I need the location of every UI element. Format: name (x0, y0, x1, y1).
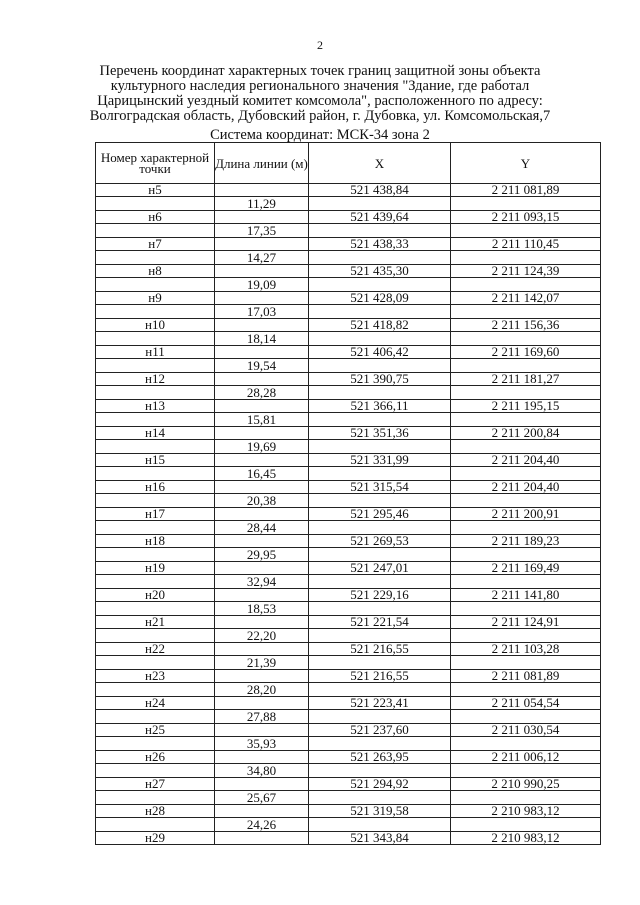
point-y: 2 211 156,36 (451, 319, 601, 332)
point-length-empty (215, 805, 309, 818)
table-row (96, 211, 601, 224)
segment-length: 22,20 (215, 629, 309, 643)
table-row (96, 508, 601, 521)
point-x: 521 439,64 (309, 211, 451, 224)
point-x: 521 295,46 (309, 508, 451, 521)
point-y: 2 211 181,27 (451, 373, 601, 386)
point-x: 521 418,82 (309, 319, 451, 332)
point-y: 2 211 204,40 (451, 454, 601, 467)
point-x: 521 216,55 (309, 670, 451, 683)
segment-length: 32,94 (215, 575, 309, 589)
segment-length: 11,29 (215, 197, 309, 211)
point-x: 521 343,84 (309, 832, 451, 845)
point-id: н28 (96, 805, 215, 818)
point-id: н10 (96, 319, 215, 332)
point-x: 521 435,30 (309, 265, 451, 278)
table-row (96, 670, 601, 683)
segment-length: 19,09 (215, 278, 309, 292)
segment-length: 19,54 (215, 359, 309, 373)
point-y: 2 211 189,23 (451, 535, 601, 548)
table-header-row (96, 143, 601, 184)
point-length-empty (215, 400, 309, 413)
point-length-empty (215, 643, 309, 656)
header-point-number: Номер характерной точки (96, 143, 215, 184)
point-length-empty (215, 319, 309, 332)
title-line-2: культурного наследия регионального значения "Здание, где работал (110, 78, 530, 94)
title-line-1: Перечень координат характерных точек границ защитной зоны объекта (99, 63, 541, 79)
point-y: 2 211 081,89 (451, 184, 601, 197)
point-y: 2 211 110,45 (451, 238, 601, 251)
point-length-empty (215, 778, 309, 791)
segment-length: 17,03 (215, 305, 309, 319)
point-x: 521 319,58 (309, 805, 451, 818)
segment-length: 16,45 (215, 467, 309, 481)
segment-length: 28,44 (215, 521, 309, 535)
point-id: н9 (96, 292, 215, 305)
title-line-4: Волгоградская область, Дубовский район, г. Дубовка, ул. Комсомольская,7 (89, 108, 551, 124)
point-length-empty (215, 697, 309, 710)
segment-length: 17,35 (215, 224, 309, 238)
table-row (96, 751, 601, 764)
document-title (40, 64, 600, 124)
point-length-empty (215, 670, 309, 683)
point-id: н24 (96, 697, 215, 710)
table-row (96, 805, 601, 818)
point-id: н21 (96, 616, 215, 629)
table-row (96, 319, 601, 332)
segment-length: 19,69 (215, 440, 309, 454)
point-x: 521 366,11 (309, 400, 451, 413)
point-id: н13 (96, 400, 215, 413)
point-id: н29 (96, 832, 215, 845)
point-y: 2 210 983,12 (451, 832, 601, 845)
header-y: Y (451, 143, 601, 184)
point-length-empty (215, 724, 309, 737)
point-length-empty (215, 184, 309, 197)
point-id: н6 (96, 211, 215, 224)
table-row (96, 454, 601, 467)
point-length-empty (215, 751, 309, 764)
point-y: 2 211 103,28 (451, 643, 601, 656)
table-row (96, 589, 601, 602)
point-y: 2 211 200,84 (451, 427, 601, 440)
point-y: 2 211 054,54 (451, 697, 601, 710)
point-id: н15 (96, 454, 215, 467)
segment-length: 21,39 (215, 656, 309, 670)
point-length-empty (215, 238, 309, 251)
point-id: н23 (96, 670, 215, 683)
point-x: 521 223,41 (309, 697, 451, 710)
point-x: 521 294,92 (309, 778, 451, 791)
point-x: 521 351,36 (309, 427, 451, 440)
point-length-empty (215, 454, 309, 467)
point-y: 2 211 169,49 (451, 562, 601, 575)
title-line-3: Царицынский уездный комитет комсомола", расположенного по адресу: (97, 93, 543, 109)
table-row (96, 427, 601, 440)
point-id: н27 (96, 778, 215, 791)
point-y: 2 211 124,91 (451, 616, 601, 629)
table-row (96, 373, 601, 386)
point-id: н19 (96, 562, 215, 575)
point-x: 521 269,53 (309, 535, 451, 548)
point-y: 2 211 006,12 (451, 751, 601, 764)
table-row (96, 292, 601, 305)
point-y: 2 211 030,54 (451, 724, 601, 737)
point-length-empty (215, 346, 309, 359)
point-y: 2 211 093,15 (451, 211, 601, 224)
segment-length: 28,28 (215, 386, 309, 400)
table-row (96, 400, 601, 413)
point-id: н20 (96, 589, 215, 602)
segment-length: 20,38 (215, 494, 309, 508)
header-line-length: Длина линии (м) (215, 143, 309, 184)
point-x: 521 247,01 (309, 562, 451, 575)
point-x: 521 331,99 (309, 454, 451, 467)
point-length-empty (215, 373, 309, 386)
point-id: н11 (96, 346, 215, 359)
point-x: 521 263,95 (309, 751, 451, 764)
point-x: 521 390,75 (309, 373, 451, 386)
point-x: 521 237,60 (309, 724, 451, 737)
point-y: 2 211 195,15 (451, 400, 601, 413)
table-row (96, 265, 601, 278)
table-row (96, 481, 601, 494)
point-length-empty (215, 481, 309, 494)
point-length-empty (215, 508, 309, 521)
point-length-empty (215, 562, 309, 575)
point-y: 2 211 204,40 (451, 481, 601, 494)
point-y: 2 211 142,07 (451, 292, 601, 305)
point-y: 2 211 081,89 (451, 670, 601, 683)
table-row (96, 238, 601, 251)
point-id: н7 (96, 238, 215, 251)
point-x: 521 315,54 (309, 481, 451, 494)
point-length-empty (215, 535, 309, 548)
table-row (96, 778, 601, 791)
point-id: н26 (96, 751, 215, 764)
table-row (96, 346, 601, 359)
point-id: н5 (96, 184, 215, 197)
point-length-empty (215, 589, 309, 602)
table-row (96, 535, 601, 548)
segment-length: 24,26 (215, 818, 309, 832)
point-length-empty (215, 427, 309, 440)
table-row (96, 832, 601, 845)
point-length-empty (215, 292, 309, 305)
segment-length: 28,20 (215, 683, 309, 697)
segment-length: 18,53 (215, 602, 309, 616)
point-y: 2 210 983,12 (451, 805, 601, 818)
segment-length: 27,88 (215, 710, 309, 724)
table-row (96, 184, 601, 197)
segment-length: 14,27 (215, 251, 309, 265)
point-id: н18 (96, 535, 215, 548)
header-x: X (309, 143, 451, 184)
point-y: 2 211 200,91 (451, 508, 601, 521)
table-row (96, 697, 601, 710)
point-id: н16 (96, 481, 215, 494)
point-id: н12 (96, 373, 215, 386)
segment-length: 34,80 (215, 764, 309, 778)
segment-length: 35,93 (215, 737, 309, 751)
point-x: 521 438,33 (309, 238, 451, 251)
point-id: н22 (96, 643, 215, 656)
table-row (96, 616, 601, 629)
table-row (96, 643, 601, 656)
point-length-empty (215, 211, 309, 224)
point-id: н25 (96, 724, 215, 737)
point-id: н14 (96, 427, 215, 440)
point-x: 521 221,54 (309, 616, 451, 629)
segment-length: 15,81 (215, 413, 309, 427)
point-x: 521 216,55 (309, 643, 451, 656)
segment-length: 29,95 (215, 548, 309, 562)
table-row (96, 724, 601, 737)
point-length-empty (215, 616, 309, 629)
table-row (96, 562, 601, 575)
point-x: 521 406,42 (309, 346, 451, 359)
point-x: 521 229,16 (309, 589, 451, 602)
coordinate-system-label: Система координат: МСК-34 зона 2 (210, 127, 430, 143)
point-x: 521 438,84 (309, 184, 451, 197)
point-y: 2 211 124,39 (451, 265, 601, 278)
table-body (96, 184, 601, 845)
point-id: н8 (96, 265, 215, 278)
point-y: 2 211 141,80 (451, 589, 601, 602)
segment-length: 25,67 (215, 791, 309, 805)
point-x: 521 428,09 (309, 292, 451, 305)
coordinates-table (95, 142, 601, 845)
page-number: 2 (317, 38, 323, 52)
point-length-empty (215, 265, 309, 278)
point-y: 2 210 990,25 (451, 778, 601, 791)
point-y: 2 211 169,60 (451, 346, 601, 359)
point-length-empty (215, 832, 309, 845)
point-id: н17 (96, 508, 215, 521)
segment-length: 18,14 (215, 332, 309, 346)
